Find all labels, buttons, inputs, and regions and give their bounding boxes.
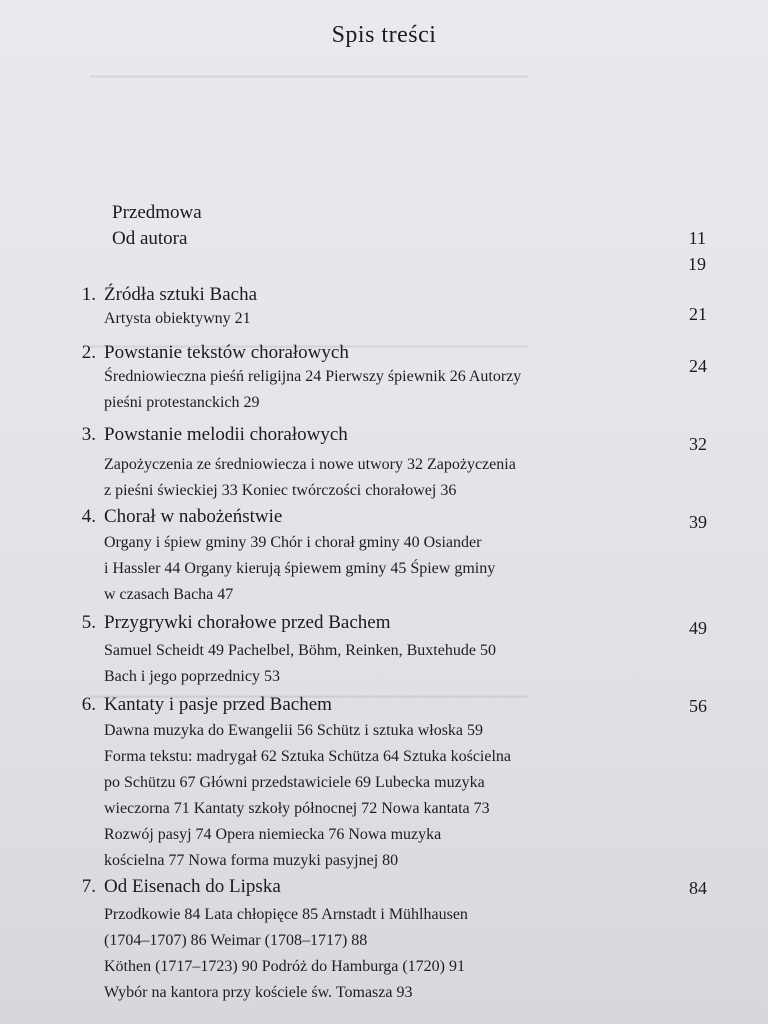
- chapter-title: Kantaty i pasje przed Bachem: [104, 694, 332, 715]
- chapter-page-number: 24: [689, 356, 707, 376]
- chapter-title: Przygrywki chorałowe przed Bachem: [104, 612, 391, 633]
- subtopic-line: Wybór na kantora przy kościele św. Tomasza 93: [104, 984, 413, 1001]
- subtopic-line: Artysta obiektywny 21: [104, 310, 251, 327]
- chapter-subtopics: [104, 452, 664, 504]
- show-through-texture: ▁▁▁▁▁▁▁▁▁▁▁▁▁▁▁▁▁▁▁▁▁▁▁▁▁▁▁▁▁▁▁▁▁▁▁▁▁▁: [90, 62, 529, 78]
- show-through-texture: ▁▁▁▁▁▁▁▁▁▁▁▁▁▁▁▁▁▁▁▁▁▁▁▁▁▁▁▁▁▁▁▁▁▁▁▁▁▁: [90, 682, 529, 698]
- chapter-title: Powstanie tekstów chorałowych: [104, 342, 349, 363]
- chapter-page-number: 39: [689, 512, 707, 532]
- chapter-page-number: 21: [689, 304, 707, 324]
- chapter-number: 1.: [81, 284, 96, 305]
- front-matter-page-number: 19: [688, 254, 706, 274]
- subtopic-line: kościelna 77 Nowa forma muzyki pasyjnej 80: [104, 852, 399, 869]
- front-matter-author-note: Od autora: [112, 228, 188, 249]
- chapter-number: 4.: [81, 506, 96, 527]
- chapter-title: Powstanie melodii chorałowych: [104, 424, 348, 445]
- chapter-page-number: 49: [689, 618, 707, 638]
- chapter-number: 5.: [81, 612, 96, 633]
- subtopic-line: Dawna muzyka do Ewangelii 56 Schütz i sztuka włoska 59: [104, 722, 484, 739]
- subtopic-line: (1704–1707) 86 Weimar (1708–1717) 88: [104, 932, 368, 949]
- chapter-subtopics: [104, 364, 664, 416]
- chapter-subtopics: [104, 306, 664, 332]
- subtopic-line: Köthen (1717–1723) 90 Podróż do Hamburga (1720) 91: [104, 958, 465, 975]
- subtopic-line: Rozwój pasyj 74 Opera niemiecka 76 Nowa muzyka: [104, 826, 442, 843]
- chapter-page-number: 56: [689, 696, 707, 716]
- chapter-number: 7.: [81, 876, 96, 897]
- chapter-subtopics: [104, 718, 664, 874]
- subtopic-line: i Hassler 44 Organy kierują śpiewem gminy 45 Śpiew gminy: [104, 560, 496, 577]
- chapter-subtopics: [104, 638, 664, 690]
- subtopic-line: Zapożyczenia ze średniowiecza i nowe utwory 32 Zapożyczenia: [104, 456, 516, 473]
- show-through-texture: ▁▁▁▁▁▁▁▁▁▁▁▁▁▁▁▁▁▁▁▁▁▁▁▁▁▁▁▁▁▁▁▁▁▁▁▁▁▁: [90, 332, 529, 348]
- chapter-page-number: 84: [689, 878, 707, 898]
- front-matter-preface: Przedmowa: [112, 202, 202, 223]
- chapter-page-number: 32: [689, 434, 707, 454]
- chapter-title: Od Eisenach do Lipska: [104, 876, 281, 897]
- subtopic-line: Organy i śpiew gminy 39 Chór i chorał gminy 40 Osiander: [104, 534, 482, 551]
- subtopic-line: wieczorna 71 Kantaty szkoły północnej 72 Nowa kantata 73: [104, 800, 490, 817]
- chapter-number: 6.: [81, 694, 96, 715]
- subtopic-line: pieśni protestanckich 29: [104, 394, 260, 411]
- subtopic-line: w czasach Bacha 47: [104, 586, 234, 603]
- front-matter-page-number: 11: [688, 228, 706, 248]
- subtopic-line: Średniowieczna pieśń religijna 24 Pierwszy śpiewnik 26 Autorzy: [104, 368, 522, 385]
- subtopic-line: Samuel Scheidt 49 Pachelbel, Böhm, Reinken, Buxtehude 50: [104, 642, 496, 659]
- chapter-number: 3.: [81, 424, 96, 445]
- page-title: Spis treści: [331, 22, 437, 48]
- subtopic-line: Forma tekstu: madrygał 62 Sztuka Schütza 64 Sztuka kościelna: [104, 748, 512, 765]
- chapter-subtopics: [104, 902, 664, 1006]
- subtopic-line: Bach i jego poprzednicy 53: [104, 668, 280, 685]
- chapter-number: 2.: [81, 342, 96, 363]
- chapter-subtopics: [104, 530, 664, 608]
- chapter-title: Chorał w nabożeństwie: [104, 506, 283, 527]
- subtopic-line: po Schützu 67 Główni przedstawiciele 69 Lubecka muzyka: [104, 774, 485, 791]
- subtopic-line: Przodkowie 84 Lata chłopięce 85 Arnstadt i Mühlhausen: [104, 906, 468, 923]
- chapter-title: Źródła sztuki Bacha: [104, 284, 258, 305]
- subtopic-line: z pieśni świeckiej 33 Koniec twórczości chorałowej 36: [104, 482, 457, 499]
